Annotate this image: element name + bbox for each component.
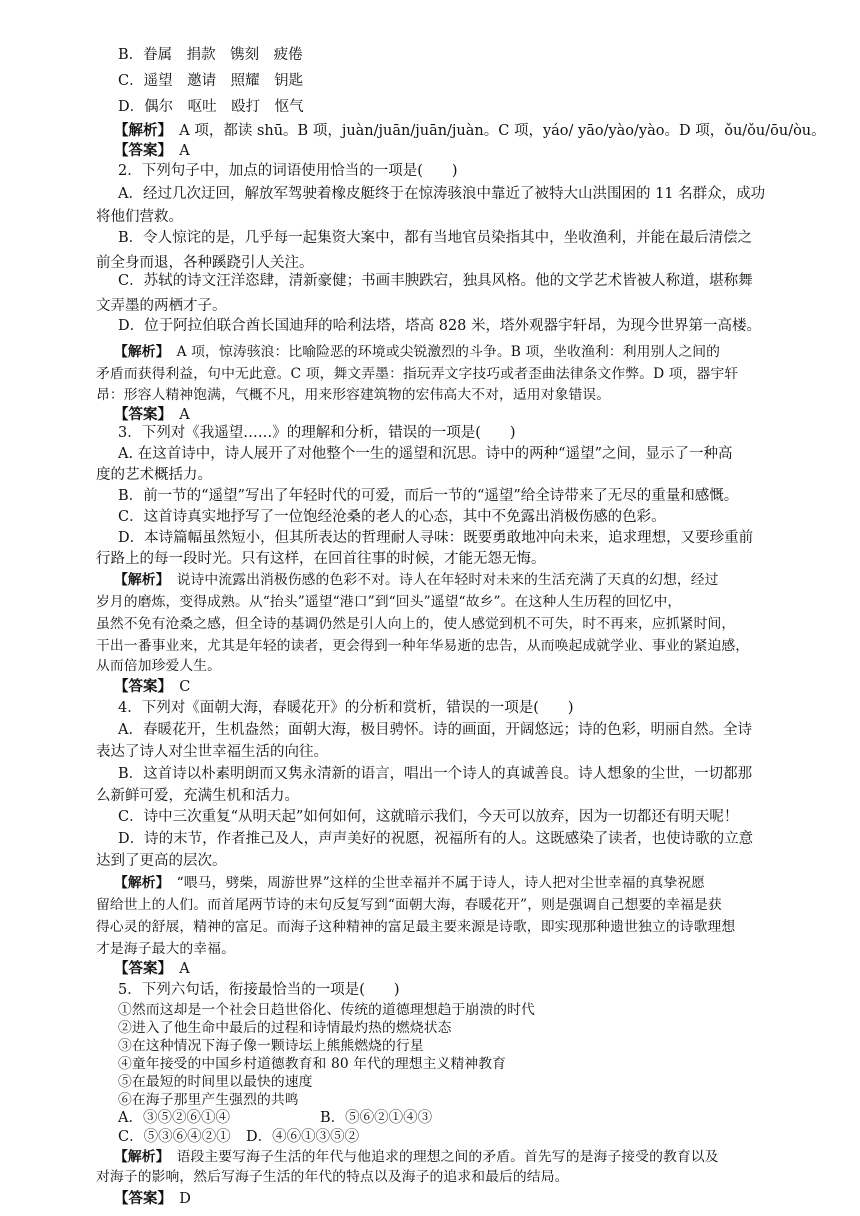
q3-explanation-line5: 从而倍加珍爱人生。: [96, 658, 222, 674]
q3-explanation-line4: 干出一番事业来，尤其是年轻的读者，更会得到一种年华易逝的忠告，从而唤起成就学业、事业的紧迫感，: [96, 638, 750, 654]
q1-option-c: C．遥望 邀请 照耀 钥匙: [118, 73, 304, 89]
answer-tag: 【答案】: [114, 407, 165, 423]
explanation-tag: 【解析】: [114, 875, 163, 891]
q5-sentence-5: ⑤在最短的时间里以最快的速度: [118, 1074, 313, 1090]
answer-tag: 【答案】: [114, 143, 165, 159]
q5-option-a: A．③⑤②⑥①④: [118, 1110, 230, 1126]
q2-stem: 2．下列句子中，加点的词语使用恰当的一项是( ): [118, 163, 458, 179]
q5-option-b: B．⑤⑥②①④③: [320, 1110, 433, 1126]
q4-explanation-line4: 才是海子最大的幸福。: [96, 941, 235, 957]
q3-option-d-cont: 行路上的每一段时光。只有这样，在回首往事的时候，才能无怨无悔。: [96, 551, 546, 567]
q4-option-d: D．诗的末节，作者推己及人，声声美好的祝愿，祝福所有的人。这既感染了读者，也使诗歌的立意: [118, 831, 754, 847]
q3-explanation-line2: 岁月的磨炼，变得成熟。从“抬头”遥望“港口”到“回头”遥望“故乡”。在这种人生历程的回忆中，: [96, 594, 682, 610]
explanation-tag: 【解析】: [114, 1149, 163, 1165]
q2-option-a-cont: 将他们营救。: [96, 209, 183, 225]
q3-explanation-line3: 虽然不免有沧桑之感，但全诗的基调仍然是引人向上的，使人感觉到机不可失，时不再来，应抓紧时间，: [96, 616, 736, 632]
q4-option-a-cont: 表达了诗人对尘世幸福生活的向往。: [96, 744, 328, 760]
q4-option-d-cont: 达到了更高的层次。: [96, 853, 227, 869]
q3-option-d: D．本诗篇幅虽然短小，但其所表达的哲理耐人寻味：既要勇敢地冲向未来，追求理想，又要珍重前: [118, 530, 754, 546]
q2-option-b: B．令人惊诧的是，几乎每一起集资大案中，都有当地官员染指其中，坐收渔利，并能在最后清偿之: [118, 230, 753, 246]
q2-option-c-cont: 文弄墨的两栖才子。: [96, 298, 227, 314]
q4-explanation-line3: 得心灵的舒展，精神的富足。而海子这种精神的富足最主要来源是诗歌，即实现那种遗世独立的诗歌理想: [96, 919, 736, 935]
q5-explanation-line2: 对海子的影响，然后写海子生活的年代的特点以及海子的追求和最后的结局。: [96, 1169, 569, 1185]
q4-explanation: 【解析】 “喂马，劈柴，周游世界”这样的尘世幸福并不属于诗人，诗人把对尘世幸福的真挚祝愿: [114, 875, 706, 891]
q3-option-b: B．前一节的“遥望”写出了年轻时代的可爱，而后一节的“遥望”给全诗带来了无尽的重量和感慨。: [118, 488, 739, 504]
q3-option-a-cont: 度的艺术概括力。: [96, 467, 212, 483]
q5-sentence-2: ②进入了他生命中最后的过程和诗情最灼热的燃烧状态: [118, 1020, 452, 1036]
q4-option-c: C．诗中三次重复“从明天起”如何如何，这就暗示我们，今天可以放弃，因为一切都还有明天呢！: [118, 809, 739, 825]
q5-sentence-4: ④童年接受的中国乡村道德教育和 80 年代的理想主义精神教育: [118, 1056, 507, 1072]
q2-explanation-line3: 昂：形容人精神饱满，气概不凡，用来形容建筑物的宏伟高大不对，适用对象错误。: [96, 387, 611, 403]
q4-answer: 【答案】 A: [114, 961, 190, 977]
q4-option-a: A．春暖花开，生机盎然；面朝大海，极目骋怀。诗的画面，开阔悠远；诗的色彩，明丽自然。全诗: [118, 722, 752, 738]
q2-explanation: 【解析】 A 项，惊涛骇浪：比喻险恶的环境或尖锐激烈的斗争。B 项，坐收渔利：利用别人之间的: [114, 344, 721, 360]
q5-option-d: D．④⑥①③⑤②: [246, 1129, 360, 1145]
q5-sentence-1: ①然而这却是一个社会日趋世俗化、传统的道德理想趋于崩溃的时代: [118, 1002, 535, 1018]
q2-option-d: D．位于阿拉伯联合酋长国迪拜的哈利法塔，塔高 828 米，塔外观器宇轩昂，为现今世界第一高楼。: [118, 318, 762, 334]
explanation-tag: 【解析】: [114, 344, 163, 360]
q5-sentence-3: ③在这种情况下海子像一颗诗坛上熊熊燃烧的行星: [118, 1038, 424, 1054]
answer-tag: 【答案】: [114, 679, 165, 695]
q4-stem: 4．下列对《面朝大海，春暖花开》的分析和赏析，错误的一项是( ): [118, 700, 574, 716]
q3-stem: 3．下列对《我遥望……》的理解和分析，错误的一项是( ): [118, 425, 516, 441]
q2-option-a: A．经过几次迂回，解放军驾驶着橡皮艇终于在惊涛骇浪中靠近了被特大山洪围困的 11 名群众，成功: [118, 186, 766, 202]
q1-explanation: 【解析】 A 项，都读 shū。B 项，juàn/juān/juān/juàn。C 项，yáo/ yāo/yào/yào。D 项，ǒu/ǒu/ōu/òu。: [114, 123, 826, 139]
explanation-tag: 【解析】: [114, 572, 163, 588]
q4-option-b-cont: 么新鲜可爱，充满生机和活力。: [96, 788, 299, 804]
q1-answer: 【答案】 A: [114, 143, 190, 159]
answer-tag: 【答案】: [114, 1191, 165, 1207]
q3-explanation: 【解析】 说诗中流露出消极伤感的色彩不对。诗人在年轻时对未来的生活充满了天真的幻想，经过: [114, 572, 719, 588]
q2-explanation-line2: 矛盾而获得利益，句中无此意。C 项，舞文弄墨：指玩弄文字技巧或者歪曲法律条文作弊。D 项，器宇轩: [96, 366, 739, 382]
q5-answer: 【答案】 D: [114, 1191, 191, 1207]
q2-option-c: C．苏轼的诗文汪洋恣肆，清新豪健；书画丰腴跌宕，独具风格。他的文学艺术皆被人称道，堪称舞: [118, 273, 753, 289]
answer-tag: 【答案】: [114, 961, 165, 977]
q3-answer: 【答案】 C: [114, 679, 191, 695]
q5-explanation: 【解析】 语段主要写海子生活的年代与他追求的理想之间的矛盾。首先写的是海子接受的教育以及: [114, 1149, 719, 1165]
q4-explanation-line2: 留给世上的人们。而首尾两节诗的末句反复写到“面朝大海，春暖花开”，则是强调自己想要的幸福是获: [96, 897, 722, 913]
q2-option-b-cont: 前全身而退，各种蹊跷引人关注。: [96, 255, 314, 271]
q5-stem: 5．下列六句话，衔接最恰当的一项是( ): [118, 982, 400, 998]
q2-answer: 【答案】 A: [114, 407, 190, 423]
q3-option-a: A. 在这首诗中，诗人展开了对他整个一生的遥望和沉思。诗中的两种“遥望”之间，显示了一种高: [118, 446, 733, 462]
q3-option-c: C．这首诗真实地抒写了一位饱经沧桑的老人的心态，其中不免露出消极伤感的色彩。: [118, 509, 666, 525]
q4-option-b: B．这首诗以朴素明朗而又隽永清新的语言，唱出一个诗人的真诚善良。诗人想象的尘世，一切都那: [118, 766, 753, 782]
q1-option-d: D．偶尔 呕吐 殴打 怄气: [118, 99, 304, 115]
explanation-tag: 【解析】: [114, 123, 165, 139]
q1-option-b: B．眷属 捐款 镌刻 疲倦: [118, 47, 303, 63]
q5-option-c: C．⑤③⑥④②①: [118, 1129, 231, 1145]
q5-sentence-6: ⑥在海子那里产生强烈的共鸣: [118, 1092, 299, 1108]
